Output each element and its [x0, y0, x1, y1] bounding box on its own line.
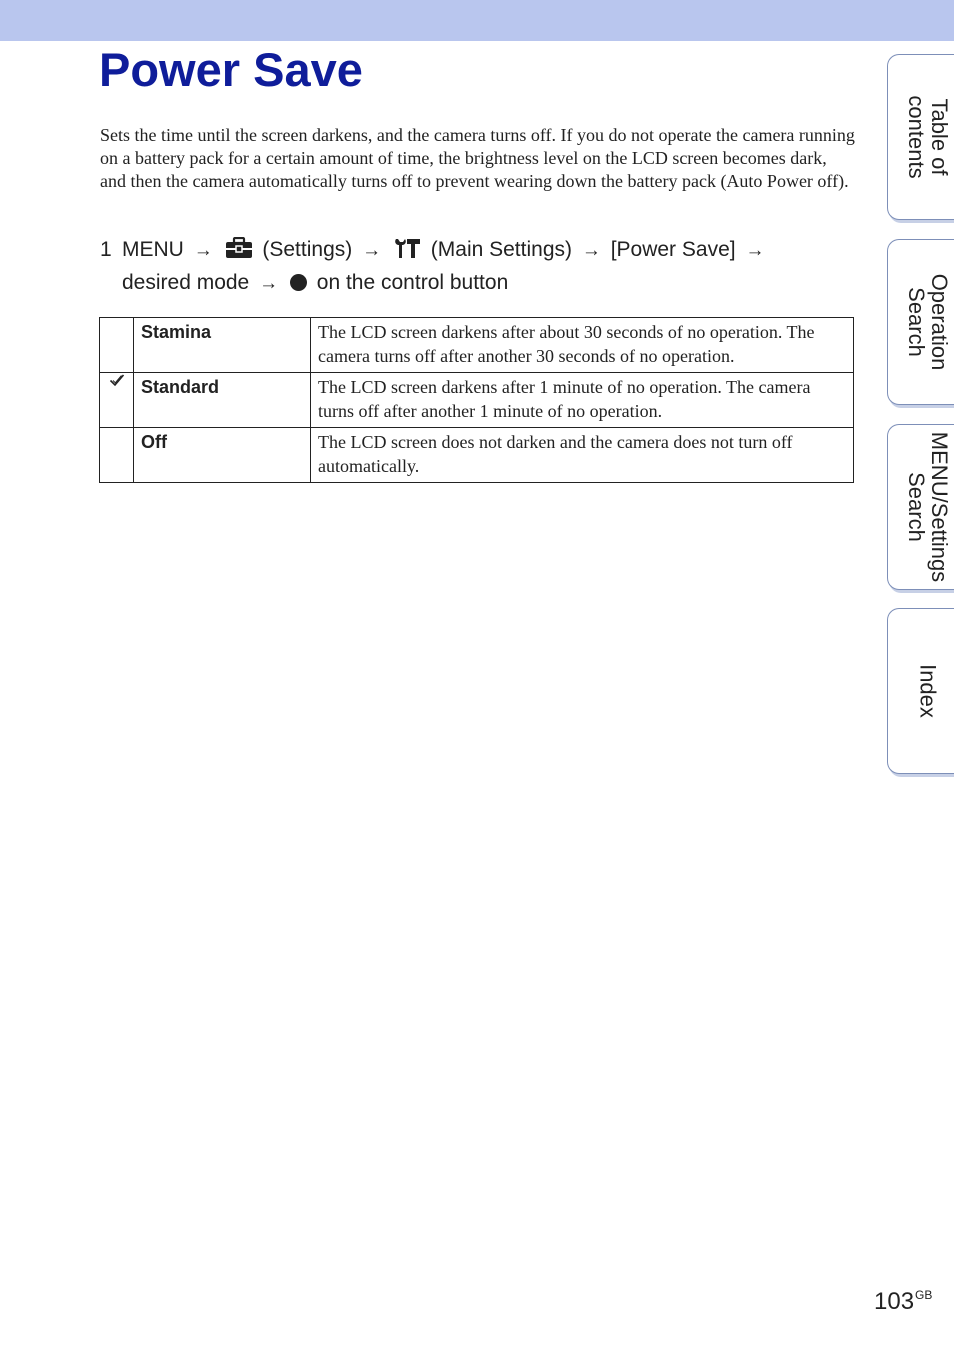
arrow-icon: →	[581, 240, 601, 261]
arrow-icon: →	[259, 273, 279, 294]
filled-circle-icon	[290, 274, 307, 291]
table-row	[100, 428, 854, 483]
tab-operation-search[interactable]	[887, 239, 954, 405]
mode-name: Stamina	[134, 318, 311, 373]
page-title: Power Save	[99, 43, 363, 96]
mode-table	[99, 317, 854, 483]
arrow-icon: →	[362, 240, 382, 261]
mode-description: The LCD screen darkens after about 30 seconds of no operation. The camera turns off after another 30 seconds of no operation.	[311, 318, 854, 373]
wrench-hammer-icon	[393, 237, 421, 268]
menu-label: MENU	[122, 238, 184, 261]
checkmark-icon	[109, 373, 125, 387]
control-button-label: on the control button	[316, 271, 509, 294]
step-number: 1	[100, 238, 112, 261]
default-mark-cell	[100, 428, 134, 483]
page-number	[874, 1288, 932, 1316]
tab-label: MENU/Settings Search	[904, 431, 952, 583]
arrow-icon: →	[745, 240, 765, 261]
tab-index[interactable]	[887, 608, 954, 774]
table-row	[100, 318, 854, 373]
mode-name: Standard	[134, 373, 311, 428]
mode-description: The LCD screen darkens after 1 minute of no operation. The camera turns off after another 1 minute of no operation.	[311, 373, 854, 428]
main-settings-label: (Main Settings)	[430, 238, 572, 261]
intro-paragraph: Sets the time until the screen darkens, and the camera turns off. If you do not operate the camera running on a battery pack for a certain amount of time, the brightness level on the LCD screen becomes dark, and then the camera automatically turns off to prevent wearing down the battery pack (Auto Power off).	[100, 125, 855, 191]
page-number-value: 103	[874, 1288, 915, 1315]
toolbox-icon	[225, 237, 253, 268]
tab-label: Operation Search	[904, 273, 952, 371]
settings-label: (Settings)	[262, 238, 353, 261]
tab-menu-settings-search[interactable]	[887, 424, 954, 590]
tab-label: Table of contents	[904, 95, 952, 179]
tab-table-of-contents[interactable]	[887, 54, 954, 220]
tab-label: Index	[915, 664, 941, 718]
default-mark-cell	[100, 373, 134, 428]
table-row	[100, 373, 854, 428]
power-save-label: [Power Save]	[610, 238, 736, 261]
mode-name: Off	[134, 428, 311, 483]
instruction-step	[100, 235, 860, 299]
arrow-icon: →	[193, 240, 213, 261]
page-number-suffix: GB	[915, 1288, 933, 1302]
default-mark-cell	[100, 318, 134, 373]
mode-description: The LCD screen does not darken and the camera does not turn off automatically.	[311, 428, 854, 483]
desired-mode-label: desired mode	[122, 271, 250, 294]
top-color-band	[0, 0, 954, 41]
